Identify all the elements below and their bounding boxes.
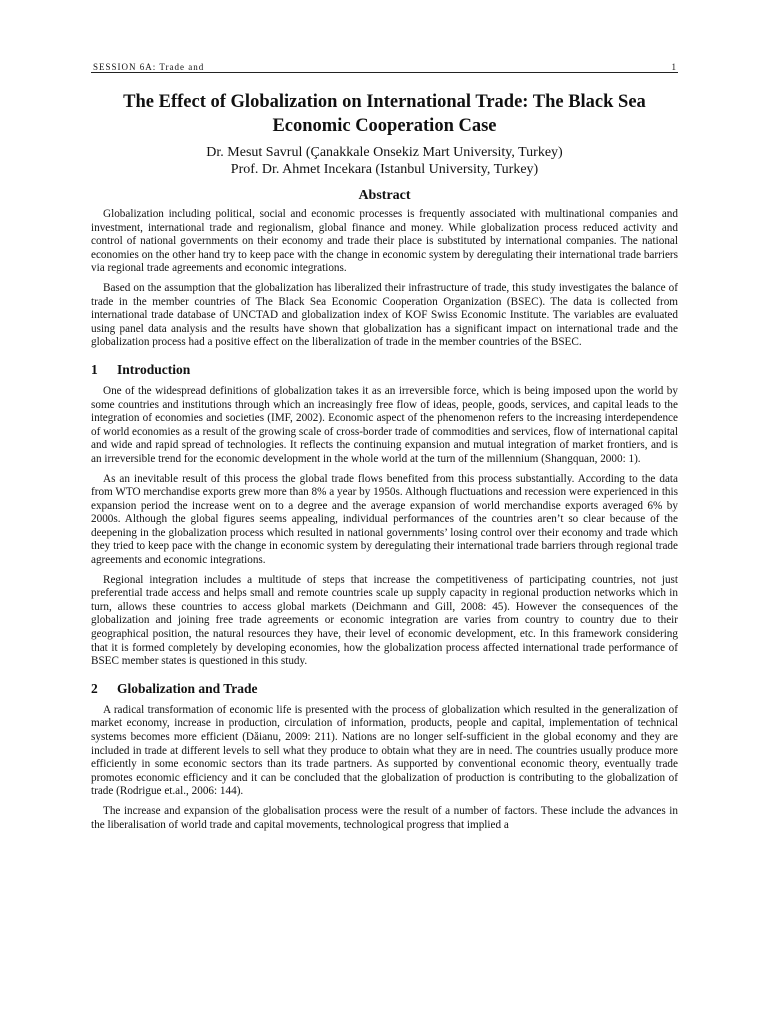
section-number: 2 [91, 680, 98, 696]
section-heading-introduction [91, 362, 678, 378]
running-head-text: SESSION 6A: Trade and [93, 62, 205, 72]
author-1: Dr. Mesut Savrul (Çanakkale Onsekiz Mart University, Turkey) [206, 145, 563, 160]
section-title: Introduction [117, 361, 191, 377]
body-paragraph: One of the widespread definitions of globalization takes it as an irreversible force, which is being imposed upon the world by some countries and institutions through which an increasingly free flow of ideas, people, goods, services, and capital leads to the integration of economies and societies (IMF, 2002). Economic aspect of the phenomenon refers to the increasing interdependence of world economies as a result of the growing scale of cross-border trade of commodities and services, flow of international capital and wide and rapid spread of technologies. It reflects the continuing expansion and mutual integration of market frontiers, and is an irreversible trend for the economic development in the whole world at the turn of the millennium (Shangquan, 2000: 1). [91, 384, 678, 465]
paper-title: The Effect of Globalization on International Trade: The Black Sea Economic Cooperation Case [123, 92, 646, 136]
running-head [91, 62, 678, 73]
section-number: 1 [91, 361, 98, 377]
abstract-paragraph: Globalization including political, social and economic processes is frequently associated with multinational companies and investment, international trade and regionalism, global finance and money. While globalization process reduced activity and control of national governments on their economy and trade their place is substituted by international companies. The national economies on the other hand try to keep pace with the change in economic system by deregulating their international trade barriers via regional trade agreements and economic integrations. [91, 208, 678, 275]
body-paragraph: As an inevitable result of this process the global trade flows benefited from this process substantially. According to the data from WTO merchandise exports grew more than 8% a year by 1950s. Although fluctuations and recession were experienced in this expansion period the increase went on to a degree and the average expansion of world merchandise exports averaged 6% by 2000s. Although the global figures seems appealing, individual performances of the countries aren’t so clear because of the deepening in the globalization process which resulted in national governments’ losing control over their economy and trade which they tried to keep pace with the change in economic system by deregulating their international trade barriers through regional trade agreements and economic integrations. [91, 472, 678, 567]
section-heading-globalization-and-trade [91, 681, 678, 697]
body-paragraph: A radical transformation of economic life is presented with the process of globalization which resulted in the generalization of market economy, increase in production, circulation of information, products, people and capital, implementation of technical systems becomes more efficient (Dăianu, 2009: 211). Nations are no longer self-sufficient in the global economy and they are included in trade at different levels to sell what they produce to obtain what they are in need. The countries usually produce more efficiently in some economic sectors than its trade partners. As supported by conventional economic theory, eventually trade promotes economic efficiency and it can be concluded that the globalization of production is contributing to the globalization of trade (Rodrigue et.al., 2006: 144). [91, 703, 678, 798]
abstract-heading: Abstract [358, 188, 411, 203]
page-number: 1 [671, 62, 676, 72]
author-list [91, 144, 678, 178]
body-paragraph: Regional integration includes a multitude of steps that increase the competitiveness of participating countries, not just preferential trade access and helps small and remote countries scale up supply capacity in regional production networks which in turn, allows these countries to access global markets (Deichmann and Gill, 2008: 45). However the consequences of the globalization and joining free trade agreements or economic integration are varies from country to country due to their geographical position, the natural resources they have, their level of economic development, etc. In this framework considering that it is formed completely by developing economies, how the globalization process affected international trade performance of BSEC member states is questioned in this study. [91, 573, 678, 668]
author-2: Prof. Dr. Ahmet Incekara (Istanbul University, Turkey) [230, 162, 539, 177]
body-paragraph: The increase and expansion of the globalisation process were the result of a number of factors. These include the advances in the liberalisation of world trade and capital movements, technological progress that implied a [91, 804, 678, 831]
abstract-paragraph: Based on the assumption that the globalization has liberalized their infrastructure of trade, this study investigates the balance of trade in the member countries of The Black Sea Economic Cooperation Organization (BSEC). The data is collected from international trade database of UNCTAD and globalization index of KOF Swiss Economic Institute. The variables are evaluated using panel data analysis and the results have shown that globalization has a significant impact on international trade and the globalization process had a positive effect on the liberalization of trade in the member countries of the BSEC. [91, 281, 678, 349]
section-title: Globalization and Trade [117, 680, 258, 696]
